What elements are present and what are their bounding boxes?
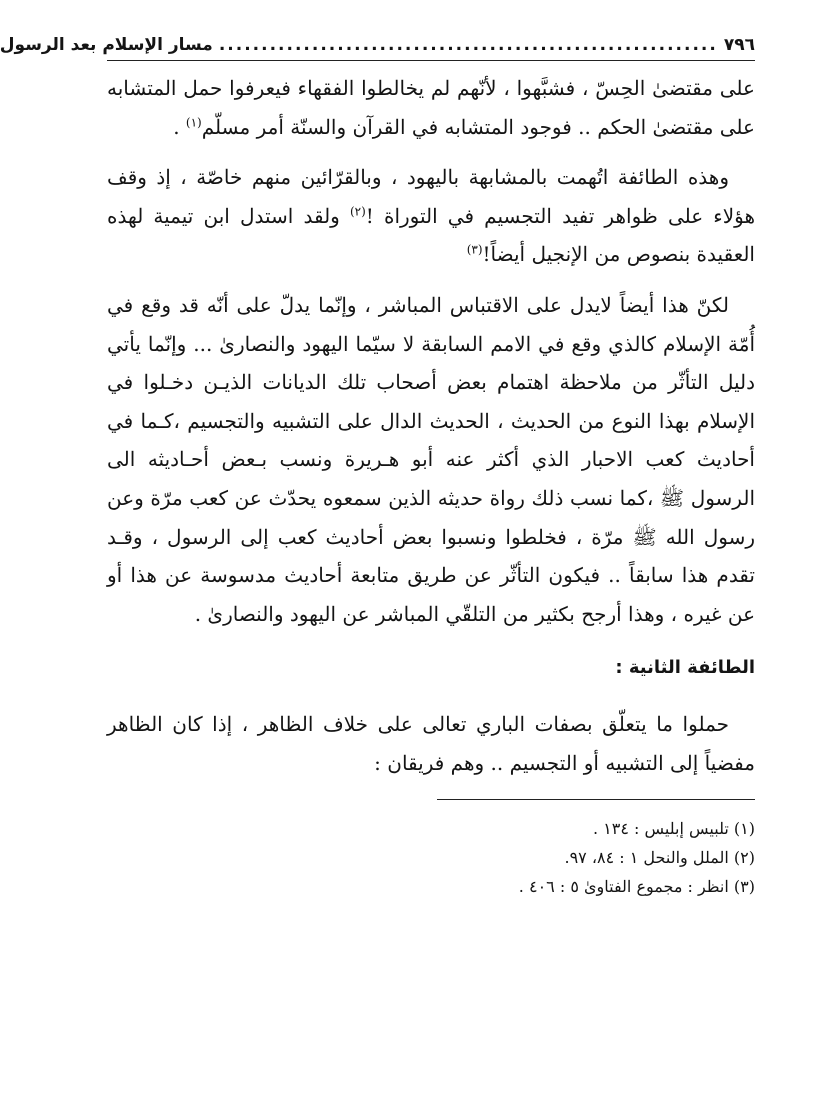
section-heading: الطائفة الثانية : (615, 657, 755, 679)
paragraph-4 (107, 705, 755, 782)
running-title: مسار الإسلام بعد الرسول (0, 35, 213, 55)
paragraph-2-lead: وهذه الطائفة اتُهمت بالمشابهة باليهود ، وبالقرّائين منهم خاصّة ، إذ وقف هؤلاء على ظواهر تفيد التجسيم في التوراة ! (107, 165, 755, 228)
footnote-ref-2[interactable]: (٢) (349, 204, 366, 219)
footnote-ref-3[interactable]: (٣) (466, 242, 483, 257)
page-number: ٧٩٦ (723, 35, 755, 55)
paragraph-1 (107, 69, 755, 146)
paragraph-2 (107, 158, 755, 274)
footnotes-list (107, 814, 755, 901)
footnote-3: (٣) انظر : مجموع الفتاوىٰ ٥ : ٤٠٦ . (518, 876, 755, 896)
paragraph-3 (107, 286, 755, 633)
book-page (0, 30, 755, 1090)
paragraph-1-tail: . (173, 114, 186, 139)
footnote-2: (٢) الملل والنحل ١ : ٨٤، ٩٧. (564, 847, 755, 867)
running-header (0, 30, 755, 61)
dot-leader: ........................................................... (218, 35, 718, 55)
body-text (107, 69, 755, 783)
footnote-ref-1[interactable]: (١) (185, 114, 202, 129)
footnote-1: (١) تلبيس إبليس : ١٣٤ . (593, 818, 755, 838)
paragraph-3-text: لكنّ هذا أيضاً لايدل على الاقتباس المباشر ، وإنّما يدلّ على أنّه قد وقع في أُمّة الإسلام كالذي وقع في الامم السابقة لا سيّما اليهود والنصارىٰ ... وإنّما يأتي دليل التأثّر من ملاحظة اهتمام بعض أصحاب تلك الديانات الذيـن دخـلوا في الإسلام بهذا النوع من الحديث ، الحديث الدال على التشبيه والتجسيم ،كـما في أحاديث كعب الاحبار الذي أكثر عنه أبو هـريرة ونسب بـعض أحـاديثه الى الرسول ﷺ ،كما نسب ذلك رواة حديثه الذين سمعوه يحدّث عن كعب مرّة وعن رسول الله ﷺ مرّة ، فخلطوا ونسبوا بعض أحاديث كعب إلى الرسول ، وقـد تقدم هذا سابقاً .. فيكون التأثّر عن طريق متابعة أحاديث مدسوسة عن هذا أو عن غيره ، وهذا أرجح بكثير من التلقّي المباشر عن اليهود والنصارىٰ . (107, 292, 755, 626)
paragraph-1-text: على مقتضىٰ الحِسّ ، فشبَّهوا ، لأنّهم لم يخالطوا الفقهاء فيعرفوا حمل المتشابه على مقتضىٰ الحكم .. فوجود المتشابه في القرآن والسنّة أمر مسلّم (107, 76, 755, 139)
paragraph-2-middle: ولقد استدل ابن تيمية لهذه العقيدة بنصوص من الإنجيل أيضاً! (107, 203, 755, 267)
paragraph-4-text: حملوا ما يتعلّق بصفات الباري تعالى على خلاف الظاهر ، إذا كان الظاهر مفضياً إلى التشبيه أو التجسيم .. وهم فريقان : (107, 712, 755, 775)
footnote-divider (437, 799, 755, 800)
